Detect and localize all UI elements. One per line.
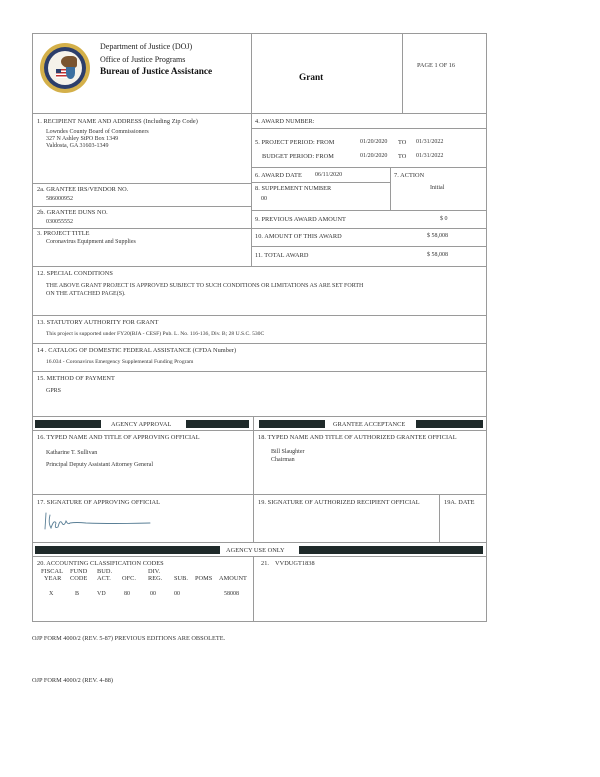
- total-award-label: 11. TOTAL AWARD: [255, 252, 309, 259]
- redaction-bar: [259, 420, 325, 428]
- award-number-label: 4. AWARD NUMBER:: [255, 118, 315, 125]
- column-header: FUND: [70, 568, 88, 575]
- payment-value: GPRS: [46, 388, 62, 394]
- project-period-to: 01/31/2022: [416, 139, 444, 145]
- form-footer-revision: OJP FORM 4000/2 (REV. 4-88): [32, 677, 113, 684]
- redaction-bar: [35, 546, 220, 554]
- previous-award-value: $ 0: [440, 216, 448, 222]
- recipient-label: 1. RECIPIENT NAME AND ADDRESS (Including Zip Code): [37, 118, 198, 125]
- action-label: 7. ACTION: [394, 172, 425, 179]
- table-cell: 00: [174, 591, 180, 597]
- action-value: Initial: [430, 185, 445, 191]
- column-header: OFC.: [122, 575, 137, 582]
- table-cell: 00: [150, 591, 156, 597]
- special-conditions-line1: THE ABOVE GRANT PROJECT IS APPROVED SUBJECT TO SUCH CONDITIONS OR LIMITATIONS AS ARE SET FORTH: [46, 283, 364, 289]
- doj-seal-icon: [40, 43, 90, 93]
- document-type: Grant: [299, 73, 324, 83]
- this-award-label: 10. AMOUNT OF THIS AWARD: [255, 233, 342, 240]
- recipient-address-1: 327 N Ashley StPO Box 1349: [46, 136, 119, 142]
- code-label: 21.: [261, 560, 270, 567]
- supplement-value: 00: [261, 196, 267, 202]
- table-cell: VD: [97, 591, 106, 597]
- approving-official-name: Katharine T. Sullivan: [46, 450, 98, 456]
- column-header: DIV.: [148, 568, 161, 575]
- redaction-bar: [186, 420, 249, 428]
- agency-approval-header: AGENCY APPROVAL: [111, 421, 172, 428]
- code-value: VVDUGT1838: [275, 560, 315, 567]
- redaction-bar: [35, 420, 101, 428]
- column-header: ACT.: [97, 575, 111, 582]
- table-cell: 58008: [224, 591, 239, 597]
- table-cell: B: [75, 591, 80, 597]
- budget-period-label: BUDGET PERIOD: FROM: [262, 153, 334, 160]
- signature-date-label: 19A. DATE: [444, 499, 475, 506]
- duns-label: 2b. GRANTEE DUNS NO.: [37, 209, 108, 216]
- grantee-official-label: 18. TYPED NAME AND TITLE OF AUTHORIZED GRANTEE OFFICIAL: [258, 434, 457, 441]
- form-footer-note: OJP FORM 4000/2 (REV. 5-87) PREVIOUS EDITIONS ARE OBSOLETE.: [32, 635, 226, 642]
- budget-period-to: 01/31/2022: [416, 153, 444, 159]
- project-title-label: 3. PROJECT TITLE: [37, 230, 90, 237]
- project-period-from: 01/20/2020: [360, 139, 388, 145]
- budget-period-to-label: TO: [398, 153, 407, 160]
- previous-award-label: 9. PREVIOUS AWARD AMOUNT: [255, 216, 346, 223]
- special-conditions-line2: ON THE ATTACHED PAGE(S).: [46, 291, 126, 297]
- column-header: AMOUNT: [219, 575, 247, 582]
- column-header: POMS: [195, 575, 213, 582]
- grantee-official-title: Chairman: [271, 457, 295, 463]
- award-date-value: 06/11/2020: [315, 172, 343, 178]
- office-name: Office of Justice Programs: [100, 55, 186, 64]
- vendor-label: 2a. GRANTEE IRS/VENDOR NO.: [37, 186, 129, 193]
- cfda-label: 14 . CATALOG OF DOMESTIC FEDERAL ASSISTANCE (CFDA Number): [37, 347, 237, 354]
- column-header: CODE: [70, 575, 88, 582]
- approving-signature-label: 17. SIGNATURE OF APPROVING OFFICIAL: [37, 499, 160, 506]
- project-period-to-label: TO: [398, 139, 407, 146]
- statutory-value: This project is supported under FY20(BJA - CESF) Pub. L. No. 116-136, Div. B; 28 U.S.C. 530C: [46, 331, 265, 337]
- project-period-label: 5. PROJECT PERIOD: FROM: [255, 139, 335, 146]
- this-award-value: $ 58,008: [427, 233, 448, 239]
- accounting-codes-label: 20. ACCOUNTING CLASSIFICATION CODES: [37, 560, 164, 567]
- vendor-number: 586000952: [46, 196, 73, 202]
- recipient-signature-label: 19. SIGNATURE OF AUTHORIZED RECIPIENT OFFICIAL: [258, 499, 420, 506]
- redaction-bar: [299, 546, 483, 554]
- column-header: YEAR: [44, 575, 62, 582]
- bureau-name: Bureau of Justice Assistance: [100, 67, 213, 77]
- approving-official-label: 16. TYPED NAME AND TITLE OF APPROVING OFFICIAL: [37, 434, 200, 441]
- recipient-name: Lowndes County Board of Commissioners: [46, 129, 149, 135]
- payment-label: 15. METHOD OF PAYMENT: [37, 375, 115, 382]
- redaction-bar: [416, 420, 483, 428]
- table-cell: X: [49, 591, 54, 597]
- statutory-label: 13. STATUTORY AUTHORITY FOR GRANT: [37, 319, 159, 326]
- cfda-value: 16.034 - Coronavirus Emergency Supplemental Funding Program: [46, 359, 194, 365]
- total-award-value: $ 58,008: [427, 252, 448, 258]
- recipient-address-2: Valdosta, GA 31603-1349: [46, 143, 109, 149]
- project-title-value: Coronavirus Equipment and Supplies: [46, 239, 136, 245]
- column-header: REG.: [148, 575, 163, 582]
- duns-number: 030055552: [46, 219, 73, 225]
- column-header: BUD.: [97, 568, 113, 575]
- table-cell: 80: [124, 591, 130, 597]
- column-header: SUB.: [174, 575, 189, 582]
- page-indicator: PAGE 1 OF 16: [417, 62, 456, 69]
- grantee-official-name: Bill Slaughter: [271, 449, 305, 455]
- award-date-label: 6. AWARD DATE: [255, 172, 302, 179]
- grantee-acceptance-header: GRANTEE ACCEPTANCE: [333, 421, 406, 428]
- agency-name: Department of Justice (DOJ): [100, 42, 193, 51]
- budget-period-from: 01/20/2020: [360, 153, 388, 159]
- agency-use-only-header: AGENCY USE ONLY: [226, 547, 285, 554]
- approving-official-title: Principal Deputy Assistant Attorney General: [46, 462, 153, 468]
- supplement-label: 8. SUPPLEMENT NUMBER: [255, 185, 332, 192]
- special-conditions-label: 12. SPECIAL CONDITIONS: [37, 270, 113, 277]
- column-header: FISCAL: [41, 568, 63, 575]
- signature-image: [42, 509, 152, 533]
